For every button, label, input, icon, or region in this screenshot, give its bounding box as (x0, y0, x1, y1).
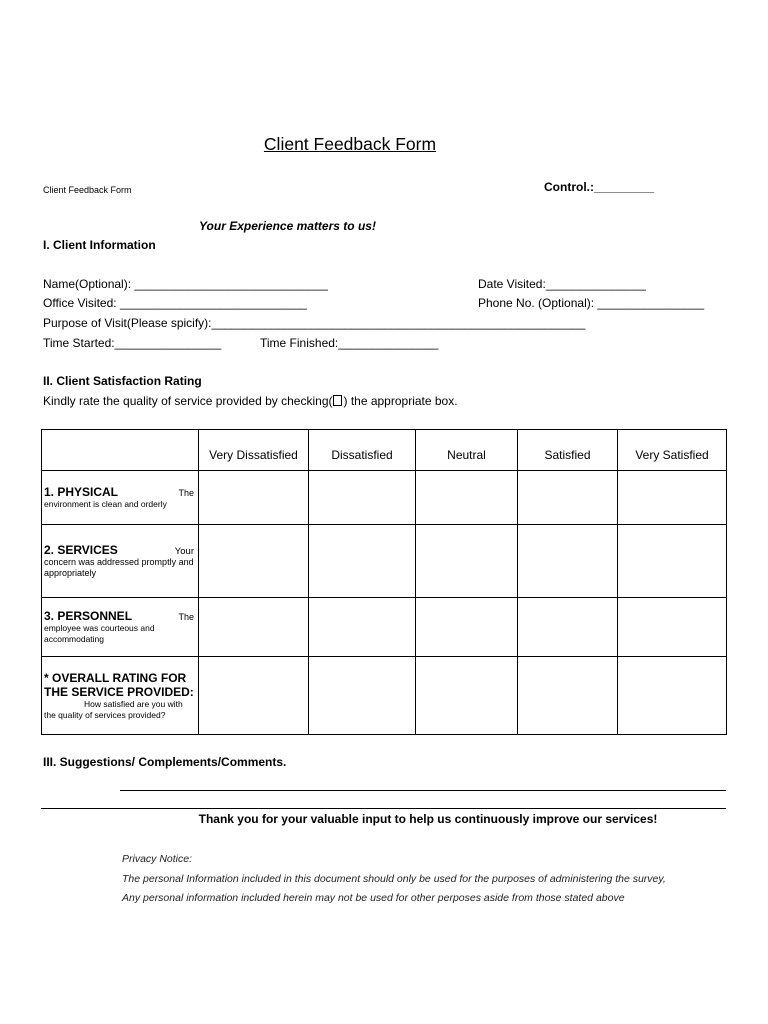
overall-name-line1: * OVERALL RATING FOR (44, 670, 187, 685)
rating-cell-dissatisfied[interactable] (309, 657, 416, 735)
rating-cell-neutral[interactable] (416, 525, 518, 598)
criteria-desc-lead: The (178, 612, 194, 622)
section-client-info-heading: I. Client Information (43, 238, 156, 252)
column-header: Very Satisfied (618, 430, 727, 471)
rating-instruction (43, 394, 458, 408)
criteria-cell (42, 471, 199, 525)
rating-cell-very-satisfied[interactable] (618, 525, 727, 598)
rating-cell-very-dissatisfied[interactable] (199, 657, 309, 735)
criteria-desc: concern was addressed promptly and appropriately (44, 557, 194, 578)
rating-cell-satisfied[interactable] (518, 657, 618, 735)
rating-cell-very-dissatisfied[interactable] (199, 471, 309, 525)
column-header: Very Dissatisfied (199, 430, 309, 471)
rating-cell-satisfied[interactable] (518, 471, 618, 525)
rating-instruction-post: ) the appropriate box. (343, 394, 458, 408)
section-suggestions-heading: III. Suggestions/ Complements/Comments. (43, 755, 287, 769)
form-small-title: Client Feedback Form (43, 185, 132, 195)
rating-cell-dissatisfied[interactable] (309, 471, 416, 525)
purpose-field[interactable]: Purpose of Visit(Please spicify):________________________________________________________ (43, 316, 586, 330)
header-criteria-cell (42, 430, 199, 471)
column-header: Dissatisfied (309, 430, 416, 471)
overall-name-line2: THE SERVICE PROVIDED: (44, 684, 194, 699)
criteria-desc-lead: Your (174, 546, 194, 557)
checkbox-icon (333, 395, 342, 406)
rating-cell-very-dissatisfied[interactable] (199, 525, 309, 598)
criteria-name: 2. SERVICES (44, 543, 118, 557)
criteria-desc: environment is clean and orderly (44, 499, 167, 509)
rating-cell-neutral[interactable] (416, 598, 518, 657)
rating-cell-very-satisfied[interactable] (618, 598, 727, 657)
criteria-desc: employee was courteous and accommodating (44, 623, 155, 644)
time-started-field[interactable]: Time Started:________________ (43, 336, 222, 350)
thank-you-message: Thank you for your valuable input to help us continuously improve our services! (198, 812, 658, 826)
criteria-desc-lead: The (178, 488, 194, 498)
table-row (42, 471, 727, 525)
overall-criteria-cell (42, 657, 199, 735)
section-rating-heading: II. Client Satisfaction Rating (43, 374, 202, 388)
privacy-notice-title: Privacy Notice: (122, 853, 193, 865)
criteria-name: 1. PHYSICAL (44, 485, 119, 499)
tagline: Your Experience matters to us! (199, 219, 376, 233)
table-header-row (42, 430, 727, 471)
privacy-notice-line2: Any personal information included herein may not be used for other perposes aside from those stated above (122, 892, 625, 904)
criteria-cell (42, 598, 199, 657)
suggestion-line-1[interactable] (120, 790, 726, 791)
date-visited-field[interactable]: Date Visited:_______________ (478, 277, 646, 291)
name-field[interactable]: Name(Optional): _____________________________ (43, 277, 328, 291)
satisfaction-rating-table (41, 429, 727, 735)
time-finished-field[interactable]: Time Finished:_______________ (260, 336, 439, 350)
table-row-overall (42, 657, 727, 735)
rating-cell-very-satisfied[interactable] (618, 471, 727, 525)
control-number-field[interactable]: Control.:_________ (544, 180, 655, 194)
rating-cell-satisfied[interactable] (518, 598, 618, 657)
form-title: Client Feedback Form (263, 134, 437, 154)
rating-cell-neutral[interactable] (416, 657, 518, 735)
overall-desc-line1: How satisfied are you with (84, 698, 183, 709)
rating-cell-dissatisfied[interactable] (309, 525, 416, 598)
column-header: Neutral (416, 430, 518, 471)
criteria-cell (42, 525, 199, 598)
office-visited-field[interactable]: Office Visited: ____________________________ (43, 296, 307, 310)
suggestion-line-2[interactable] (41, 808, 726, 809)
rating-cell-neutral[interactable] (416, 471, 518, 525)
column-header: Satisfied (518, 430, 618, 471)
table-row (42, 598, 727, 657)
privacy-notice-line1: The personal Information included in this document should only be used for the purposes of administering the survey, (122, 873, 666, 885)
criteria-name: 3. PERSONNEL (44, 609, 133, 623)
phone-field[interactable]: Phone No. (Optional): ________________ (478, 296, 705, 310)
table-row (42, 525, 727, 598)
rating-cell-satisfied[interactable] (518, 525, 618, 598)
overall-desc-line2: the quality of services provided? (44, 709, 166, 720)
rating-cell-dissatisfied[interactable] (309, 598, 416, 657)
rating-cell-very-satisfied[interactable] (618, 657, 727, 735)
rating-instruction-pre: Kindly rate the quality of service provided by checking( (43, 394, 333, 408)
rating-cell-very-dissatisfied[interactable] (199, 598, 309, 657)
